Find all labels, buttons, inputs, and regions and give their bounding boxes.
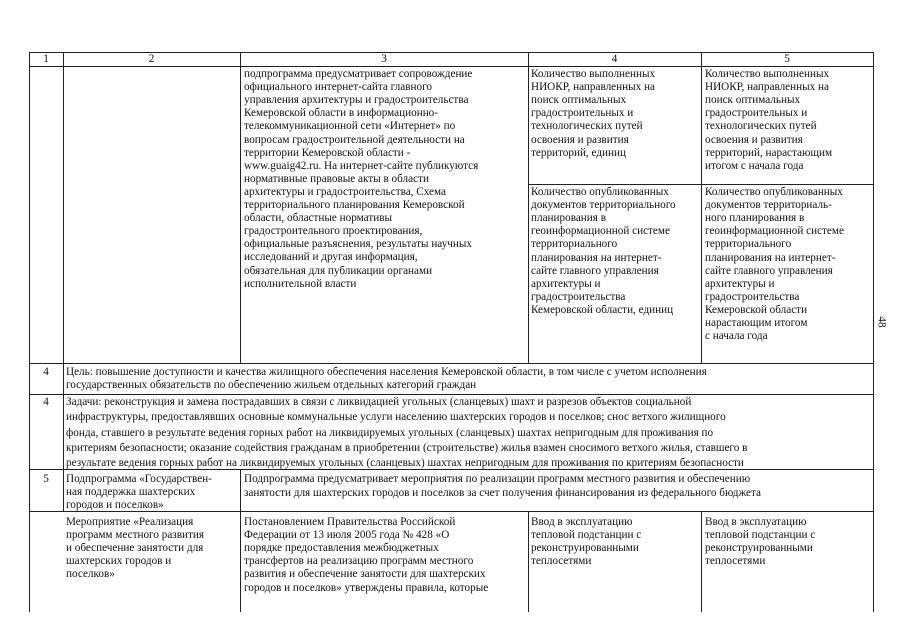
grid-line: [240, 469, 241, 612]
text-line: трансфертов на реализацию программ местного: [244, 555, 474, 568]
text-line: городов и поселков»: [66, 499, 164, 512]
text-line: шахтерских городов и: [66, 555, 172, 568]
text-line: области, областные нормативы: [244, 212, 393, 225]
text-line: территориального планирования Кемеровской: [244, 199, 465, 211]
text-line: геоинформационной системе: [531, 225, 670, 238]
text-line: НИОКР, направленных на: [705, 81, 829, 94]
text-line: реконструированными: [531, 542, 639, 555]
text-line: Кемеровской области в информационно-: [244, 107, 439, 120]
text-line: планирования на интернет-: [531, 251, 662, 264]
page-number: 48: [875, 316, 888, 328]
text-line: www.guaig42.ru. На интернет-сайте публикуются: [244, 159, 479, 172]
text-line: поиск оптимальных: [531, 94, 627, 107]
text-line: теплосетями: [531, 555, 592, 568]
text-line: Постановлением Правительства Российской: [244, 516, 456, 528]
text-line: документов территориального: [531, 199, 676, 212]
text-line: Количество опубликованных: [531, 186, 669, 198]
grid-line: [528, 52, 529, 364]
grid-line: [29, 363, 874, 364]
text-line: освоения и развития: [531, 133, 629, 146]
grid-line: [29, 66, 874, 67]
text-line: официальные разъяснения, результаты научных: [244, 238, 473, 251]
text-line: Мероприятие «Реализация: [66, 516, 194, 528]
text-line: освоения и развития: [705, 133, 803, 146]
text-line: результате ведения горных работ на ликвидируемых угольных (сланцевых) шахтах непригодным для проживания по критериям безопасности: [66, 457, 744, 470]
text-line: занятости для шахтерских городов и поселков за счет получения финансирования из федерального бюджета: [244, 487, 761, 499]
text-line: тепловой подстанции с: [531, 529, 642, 542]
text-line: сайте главного управления: [531, 264, 659, 277]
text-line: территорий, единиц: [531, 146, 626, 159]
text-line: итогом с начала года: [705, 159, 804, 172]
text-line: Ввод в эксплуатацию: [531, 516, 633, 528]
text-line: ного планирования в: [705, 212, 805, 225]
text-line: вопросам градостроительной деятельности на: [244, 133, 465, 146]
text-line: Подпрограмма предусматривает мероприятия по реализации программ местного развития и обеспечению: [244, 473, 751, 485]
text-line: территориального: [705, 238, 792, 251]
text-line: Федерации от 13 июля 2005 года № 428 «О: [244, 529, 450, 542]
header-col-4: 4: [611, 53, 618, 65]
text-line: Ввод в эксплуатацию: [705, 516, 807, 528]
text-line: инфраструктуры, предоставлявших основные коммунальные услуги населению шахтерских городов и поселков; снос ветхого жилищного: [66, 411, 726, 424]
text-line: телекоммуникационной сети «Интернет» по: [244, 120, 456, 133]
goal-row-number: 4: [43, 366, 49, 378]
text-line: планирования в: [531, 212, 606, 225]
text-line: нарастающим итогом: [705, 317, 808, 329]
grid-line: [701, 511, 702, 612]
text-line: сайте главного управления: [705, 264, 833, 277]
text-line: теплосетями: [705, 555, 766, 568]
header-col-3: 3: [381, 53, 387, 65]
text-line: градостроительных и: [531, 107, 634, 120]
text-line: документов территориаль-: [705, 199, 832, 212]
tasks-row-number: 4: [43, 396, 49, 408]
header-col-2: 2: [148, 53, 155, 65]
text-line: градостроительства: [705, 290, 800, 303]
text-line: Задачи: реконструкция и замена пострадавших в связи с ликвидацией угольных (сланцевых) шахт и разрезов объектов социальной: [66, 396, 692, 408]
text-line: порядке предоставления межбюджетных: [244, 542, 439, 555]
text-line: Количество выполненных: [705, 68, 830, 80]
text-line: геоинформационной системе: [705, 225, 844, 238]
text-line: Кемеровской области: [705, 303, 808, 316]
text-line: архитектуры и: [705, 277, 775, 290]
text-line: тепловой подстанции с: [705, 529, 816, 542]
text-line: градостроительного проектирования,: [244, 225, 423, 238]
text-line: градостроительных и: [705, 107, 808, 120]
grid-line: [873, 52, 874, 612]
text-line: с начала года: [705, 330, 768, 343]
grid-line: [29, 52, 30, 612]
text-line: территориального: [531, 238, 618, 251]
text-line: нормативные правовые акты в области: [244, 172, 429, 185]
text-line: управления архитектуры и градостроительства: [244, 94, 469, 107]
header-col-5: 5: [784, 53, 790, 65]
text-line: поселков»: [66, 568, 115, 581]
text-line: городов и поселков» утверждены правила, которые: [244, 581, 489, 594]
text-line: архитектуры и: [531, 277, 601, 290]
text-line: поиск оптимальных: [705, 94, 801, 107]
text-line: критериям безопасности; оказание содействия гражданам в приобретении (строительстве) жилья взамен сносимого ветхого жилья, ставшего в: [66, 441, 748, 454]
text-line: Количество выполненных: [531, 68, 656, 80]
sub-row-number: 5: [43, 473, 49, 485]
text-line: обязательная для публикации органами: [244, 264, 433, 277]
text-line: технологических путей: [705, 120, 817, 133]
text-line: развития и обеспечение занятости для шахтерских: [244, 568, 486, 581]
text-line: ная поддержка шахтерских: [66, 486, 196, 499]
text-line: градостроительства: [531, 290, 626, 303]
text-line: и обеспечение занятости для: [66, 542, 204, 555]
text-line: официального интернет-сайта главного: [244, 81, 433, 94]
text-line: планирования на интернет-: [705, 251, 836, 264]
text-line: программ местного развития: [66, 529, 205, 542]
text-line: НИОКР, направленных на: [531, 81, 655, 94]
text-line: Количество опубликованных: [705, 186, 843, 198]
text-line: государственных обязательств по обеспечению жильем отдельных категорий граждан: [66, 379, 477, 392]
grid-line: [240, 52, 241, 364]
text-line: Подпрограмма «Государствен-: [66, 473, 212, 485]
text-line: фонда, ставшего в результате ведения горных работ на ликвидируемых угольных (сланцевых) шахтах непригодным для проживания по: [66, 426, 714, 439]
grid-line: [701, 52, 702, 364]
text-line: исследований и другая информация,: [244, 251, 418, 264]
text-line: территорий, нарастающим: [705, 146, 833, 159]
text-line: подпрограмма предусматривает сопровождение: [244, 68, 473, 80]
grid-line: [528, 511, 529, 612]
header-col-1: 1: [43, 53, 49, 65]
text-line: территории Кемеровской области -: [244, 146, 411, 159]
grid-line: [29, 394, 874, 395]
grid-line: [63, 52, 64, 512]
text-line: исполнительной власти: [244, 277, 357, 290]
text-line: Цель: повышение доступности и качества жилищного обеспечения населения Кемеровской области, в том числе с учетом исполнения: [66, 366, 707, 378]
text-line: архитектуры и градостроительства, Схема: [244, 185, 446, 198]
text-line: технологических путей: [531, 120, 643, 133]
text-line: Кемеровской области, единиц: [531, 303, 674, 316]
text-line: реконструированными: [705, 542, 813, 555]
